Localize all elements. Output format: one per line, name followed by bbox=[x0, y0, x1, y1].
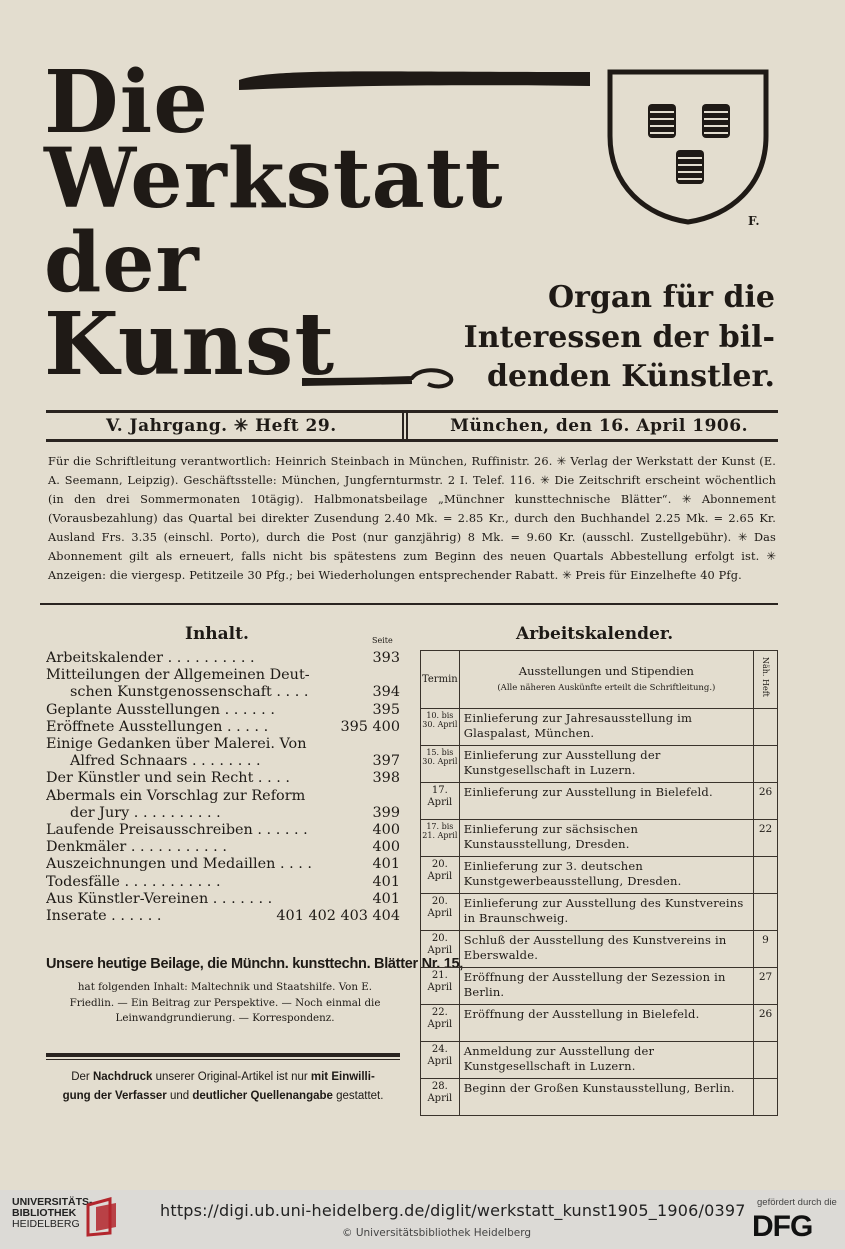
contents-row-page: 399 bbox=[372, 804, 400, 821]
issue-bar bbox=[46, 410, 778, 442]
masthead-swash-bottom bbox=[300, 366, 460, 392]
calendar-entry: Beginn der Großen Kunstausstellung, Berlin. bbox=[459, 1079, 753, 1116]
contents-row-page: 400 bbox=[372, 822, 400, 839]
contents-row-title: Geplante Ausstellungen . . . . . . bbox=[46, 701, 275, 718]
reprint-notice-emphasis: mit Einwilli- bbox=[310, 1071, 375, 1083]
issue-divider bbox=[402, 413, 408, 439]
funding-caption: gefördert durch die bbox=[757, 1197, 837, 1208]
contents-row-title: Todesfälle . . . . . . . . . . . bbox=[46, 873, 221, 890]
calendar-date: 20. April bbox=[421, 894, 460, 931]
calendar-entry: Einlieferung zur 3. deutschen Kunstgewerbeausstellung, Dresden. bbox=[459, 857, 753, 894]
calendar-row bbox=[421, 783, 778, 820]
calendar-header-note: (Alle näheren Auskünfte erteilt die Schriftleitung.) bbox=[497, 682, 716, 693]
contents-row bbox=[46, 874, 400, 891]
calendar-row bbox=[421, 709, 778, 746]
contents-row bbox=[46, 650, 400, 667]
masthead-title-line-4: Kunst bbox=[44, 294, 336, 395]
ub-logo-mark-icon bbox=[84, 1197, 118, 1237]
calendar-issue-ref bbox=[754, 746, 778, 783]
calendar-date: 20. April bbox=[421, 931, 460, 968]
calendar-body bbox=[421, 709, 778, 1116]
calendar-heading: Arbeitskalender. bbox=[516, 624, 674, 644]
contents-row-title: Inserate . . . . . . bbox=[46, 908, 162, 925]
calendar-row bbox=[421, 820, 778, 857]
calendar-issue-ref bbox=[754, 709, 778, 746]
work-calendar-table bbox=[420, 650, 778, 1116]
divider-thin bbox=[46, 1059, 400, 1060]
calendar-issue-ref bbox=[754, 857, 778, 894]
calendar-date: 22. April bbox=[421, 1005, 460, 1042]
contents-row-title: Mitteilungen der Allgemeinen Deut- bbox=[46, 667, 310, 684]
calendar-header-nr bbox=[754, 651, 778, 709]
contents-row-page: 400 bbox=[372, 839, 400, 856]
calendar-row bbox=[421, 968, 778, 1005]
masthead-title-line-3: der bbox=[44, 215, 200, 311]
reprint-notice-text: Der bbox=[71, 1071, 93, 1083]
reprint-notice-emphasis: gung der Verfasser bbox=[62, 1090, 167, 1102]
calendar-date: 15. bis 30. April bbox=[421, 746, 460, 783]
table-of-contents bbox=[46, 650, 400, 925]
contents-row-title: der Jury . . . . . . . . . . bbox=[70, 804, 221, 821]
contents-row-page: 401 bbox=[372, 856, 400, 873]
subtitle-line-1: Organ für die bbox=[547, 280, 775, 315]
calendar-entry: Einlieferung zur Ausstellung in Bielefeld. bbox=[459, 783, 753, 820]
calendar-entry: Anmeldung zur Ausstellung der Kunstgesellschaft in Luzern. bbox=[459, 1042, 753, 1079]
contents-row-title: Aus Künstler-Vereinen . . . . . . . bbox=[46, 890, 273, 907]
contents-row-page: 393 bbox=[372, 650, 400, 666]
contents-row bbox=[46, 891, 400, 908]
calendar-row bbox=[421, 857, 778, 894]
section-divider bbox=[40, 603, 778, 605]
calendar-date: 20. April bbox=[421, 857, 460, 894]
calendar-entry: Einlieferung zur Ausstellung der Kunstgesellschaft in Luzern. bbox=[459, 746, 753, 783]
contents-row-title: Abermals ein Vorschlag zur Reform bbox=[46, 787, 306, 804]
calendar-entry: Einlieferung zur sächsischen Kunstausstellung, Dresden. bbox=[459, 820, 753, 857]
calendar-date: 28. April bbox=[421, 1079, 460, 1116]
reprint-notice-emphasis: deutlicher Quellenangabe bbox=[192, 1090, 333, 1102]
calendar-row bbox=[421, 1042, 778, 1079]
logo-line-2: BIBLIOTHEK bbox=[12, 1207, 77, 1219]
reprint-notice-text: gestattet. bbox=[332, 1090, 384, 1102]
calendar-row bbox=[421, 894, 778, 931]
contents-heading: Inhalt. bbox=[185, 624, 249, 644]
contents-row bbox=[46, 839, 400, 856]
issue-date: München, den 16. April 1906. bbox=[450, 416, 748, 436]
contents-row-page: 397 bbox=[372, 753, 400, 770]
calendar-header-title: Ausstellungen und Stipendien bbox=[518, 663, 694, 678]
contents-row-title: Alfred Schnaars . . . . . . . . bbox=[70, 753, 261, 770]
issue-volume: V. Jahrgang. ✳ Heft 29. bbox=[106, 416, 337, 436]
calendar-entry: Einlieferung zur Jahresausstellung im Glaspalast, München. bbox=[459, 709, 753, 746]
masthead-title-line-2: Werkstatt bbox=[44, 131, 504, 227]
contents-row-title: Auszeichnungen und Medaillen . . . . bbox=[46, 856, 313, 873]
calendar-issue-ref: 26 bbox=[754, 783, 778, 820]
imprint-paragraph: Für die Schriftleitung verantwortlich: Heinrich Steinbach in München, Ruffinistr. 26. ✳ Verlag der Werkstatt der Kunst (E. A. Seemann, Leipzig). Geschäftsstelle: München, Jungfernturmstr. 2 I. Telef. 116. ✳ Die Zeitschrift erscheint wöchentlich (in den drei Sommermonaten 10tägig). Halbmonatsbeilage „Münchner kunsttechnische Blätter“. ✳ Abonnement (Vorausbezahlung) das Quartal bei direkter Zusendung 2.40 Mk. = 2.85 Kr., durch den Buchhandel 2.25 Mk. = 2.65 Kr. Ausland Frs. 3.35 (einschl. Porto), durch die Post (nur ganzjährig) 8 Mk. = 9.60 Kr. (ausschl. Zustellgebühr). ✳ Das Abonnement gilt als erneuert, falls nicht bis spätestens zum Beginn des neuen Quartals Abbestellung erfolgt ist. ✳ Anzeigen: die viergesp. Petitzeile 30 Pfg.; bei Wiederholungen entsprechender Rabatt. ✳ Preis für Einzelhefte 40 Pfg. bbox=[48, 455, 776, 582]
reprint-notice-text: und bbox=[166, 1090, 193, 1102]
contents-row-title: Der Künstler und sein Recht . . . . bbox=[46, 770, 290, 787]
contents-row-page: 398 bbox=[372, 770, 400, 787]
contents-row-page: 401 bbox=[372, 873, 400, 890]
contents-row bbox=[46, 753, 400, 770]
copyright-notice: © Universitätsbibliothek Heidelberg bbox=[342, 1227, 532, 1239]
calendar-row bbox=[421, 931, 778, 968]
contents-row-page bbox=[394, 788, 400, 805]
calendar-entry: Eröffnung der Ausstellung in Bielefeld. bbox=[459, 1005, 753, 1042]
contents-row bbox=[46, 805, 400, 822]
calendar-date: 17. April bbox=[421, 783, 460, 820]
reprint-notice-text: unserer Original-Artikel ist nur bbox=[152, 1071, 311, 1083]
reprint-notice bbox=[46, 1068, 400, 1106]
calendar-issue-ref: 22 bbox=[754, 820, 778, 857]
subtitle-line-2: Interessen der bil- bbox=[463, 320, 775, 355]
contents-row bbox=[46, 788, 400, 805]
calendar-entry: Einlieferung zur Ausstellung des Kunstvereins in Braunschweig. bbox=[459, 894, 753, 931]
calendar-issue-ref bbox=[754, 1042, 778, 1079]
contents-row bbox=[46, 736, 400, 753]
logo-line-3: HEIDELBERG bbox=[12, 1218, 80, 1230]
calendar-date: 10. bis 30. April bbox=[421, 709, 460, 746]
contents-row bbox=[46, 667, 400, 684]
contents-page-label: Seite bbox=[372, 636, 393, 645]
calendar-header-row bbox=[421, 651, 778, 709]
subtitle-line-3: denden Künstler. bbox=[487, 359, 775, 394]
contents-row-page: 395 bbox=[372, 701, 400, 718]
contents-row-title: Einige Gedanken über Malerei. Von bbox=[46, 736, 307, 753]
contents-row-title: Eröffnete Ausstellungen . . . . . bbox=[46, 718, 269, 735]
artist-monogram: F. bbox=[748, 214, 760, 228]
contents-row-title: Arbeitskalender . . . . . . . . . . bbox=[46, 650, 255, 666]
contents-row bbox=[46, 822, 400, 839]
contents-row bbox=[46, 908, 400, 925]
calendar-entry: Eröffnung der Ausstellung der Sezession in Berlin. bbox=[459, 968, 753, 1005]
contents-row-page bbox=[394, 736, 400, 753]
ub-heidelberg-logo[interactable] bbox=[12, 1197, 93, 1230]
contents-row-page bbox=[394, 667, 400, 684]
contents-row bbox=[46, 770, 400, 787]
contents-row-title: Denkmäler . . . . . . . . . . . bbox=[46, 839, 227, 856]
dfg-logo[interactable]: DFG bbox=[752, 1210, 813, 1243]
contents-row-title: schen Kunstgenossenschaft . . . . bbox=[70, 684, 309, 701]
contents-row bbox=[46, 684, 400, 701]
supplement-heading: Unsere heutige Beilage, die Münchn. kunsttechn. Blätter Nr. 15, bbox=[46, 956, 464, 972]
contents-row-page: 395 400 bbox=[340, 718, 400, 735]
logo-line-1: UNIVERSITÄTS- bbox=[12, 1196, 93, 1208]
calendar-issue-ref bbox=[754, 894, 778, 931]
contents-row-page: 401 402 403 404 bbox=[276, 908, 400, 925]
coat-of-arms-icon bbox=[600, 66, 776, 226]
reprint-notice-emphasis: Nachdruck bbox=[92, 1071, 153, 1083]
calendar-header-main bbox=[459, 651, 753, 709]
divider-thick bbox=[46, 1053, 400, 1057]
calendar-issue-ref: 27 bbox=[754, 968, 778, 1005]
calendar-date: 17. bis 21. April bbox=[421, 820, 460, 857]
contents-row bbox=[46, 719, 400, 736]
calendar-issue-ref bbox=[754, 1079, 778, 1116]
calendar-row bbox=[421, 746, 778, 783]
contents-row-page: 401 bbox=[372, 890, 400, 907]
masthead-title-line-1: Die bbox=[44, 52, 209, 153]
calendar-row bbox=[421, 1079, 778, 1116]
calendar-issue-ref: 9 bbox=[754, 931, 778, 968]
masthead-swash-top bbox=[235, 64, 595, 94]
calendar-row bbox=[421, 1005, 778, 1042]
calendar-date: 24. April bbox=[421, 1042, 460, 1079]
contents-row bbox=[46, 702, 400, 719]
contents-row-page: 394 bbox=[372, 684, 400, 701]
supplement-text: hat folgenden Inhalt: Maltechnik und Staatshilfe. Von E. Friedlin. — Ein Beitrag zur Perspektive. — Noch einmal die Leinwandgrundierung. — Korrespondenz. bbox=[69, 981, 381, 1024]
calendar-header-nr-label: Näh. Heft bbox=[761, 657, 770, 697]
calendar-issue-ref: 26 bbox=[754, 1005, 778, 1042]
contents-row-title: Laufende Preisausschreiben . . . . . . bbox=[46, 822, 308, 839]
contents-row bbox=[46, 856, 400, 873]
calendar-header-termin: Termin bbox=[421, 651, 460, 709]
calendar-entry: Schluß der Ausstellung des Kunstvereins in Eberswalde. bbox=[459, 931, 753, 968]
permalink-url[interactable]: https://digi.ub.uni-heidelberg.de/diglit/werkstatt_kunst1905_1906/0397 bbox=[160, 1201, 746, 1220]
calendar-date: 21. April bbox=[421, 968, 460, 1005]
